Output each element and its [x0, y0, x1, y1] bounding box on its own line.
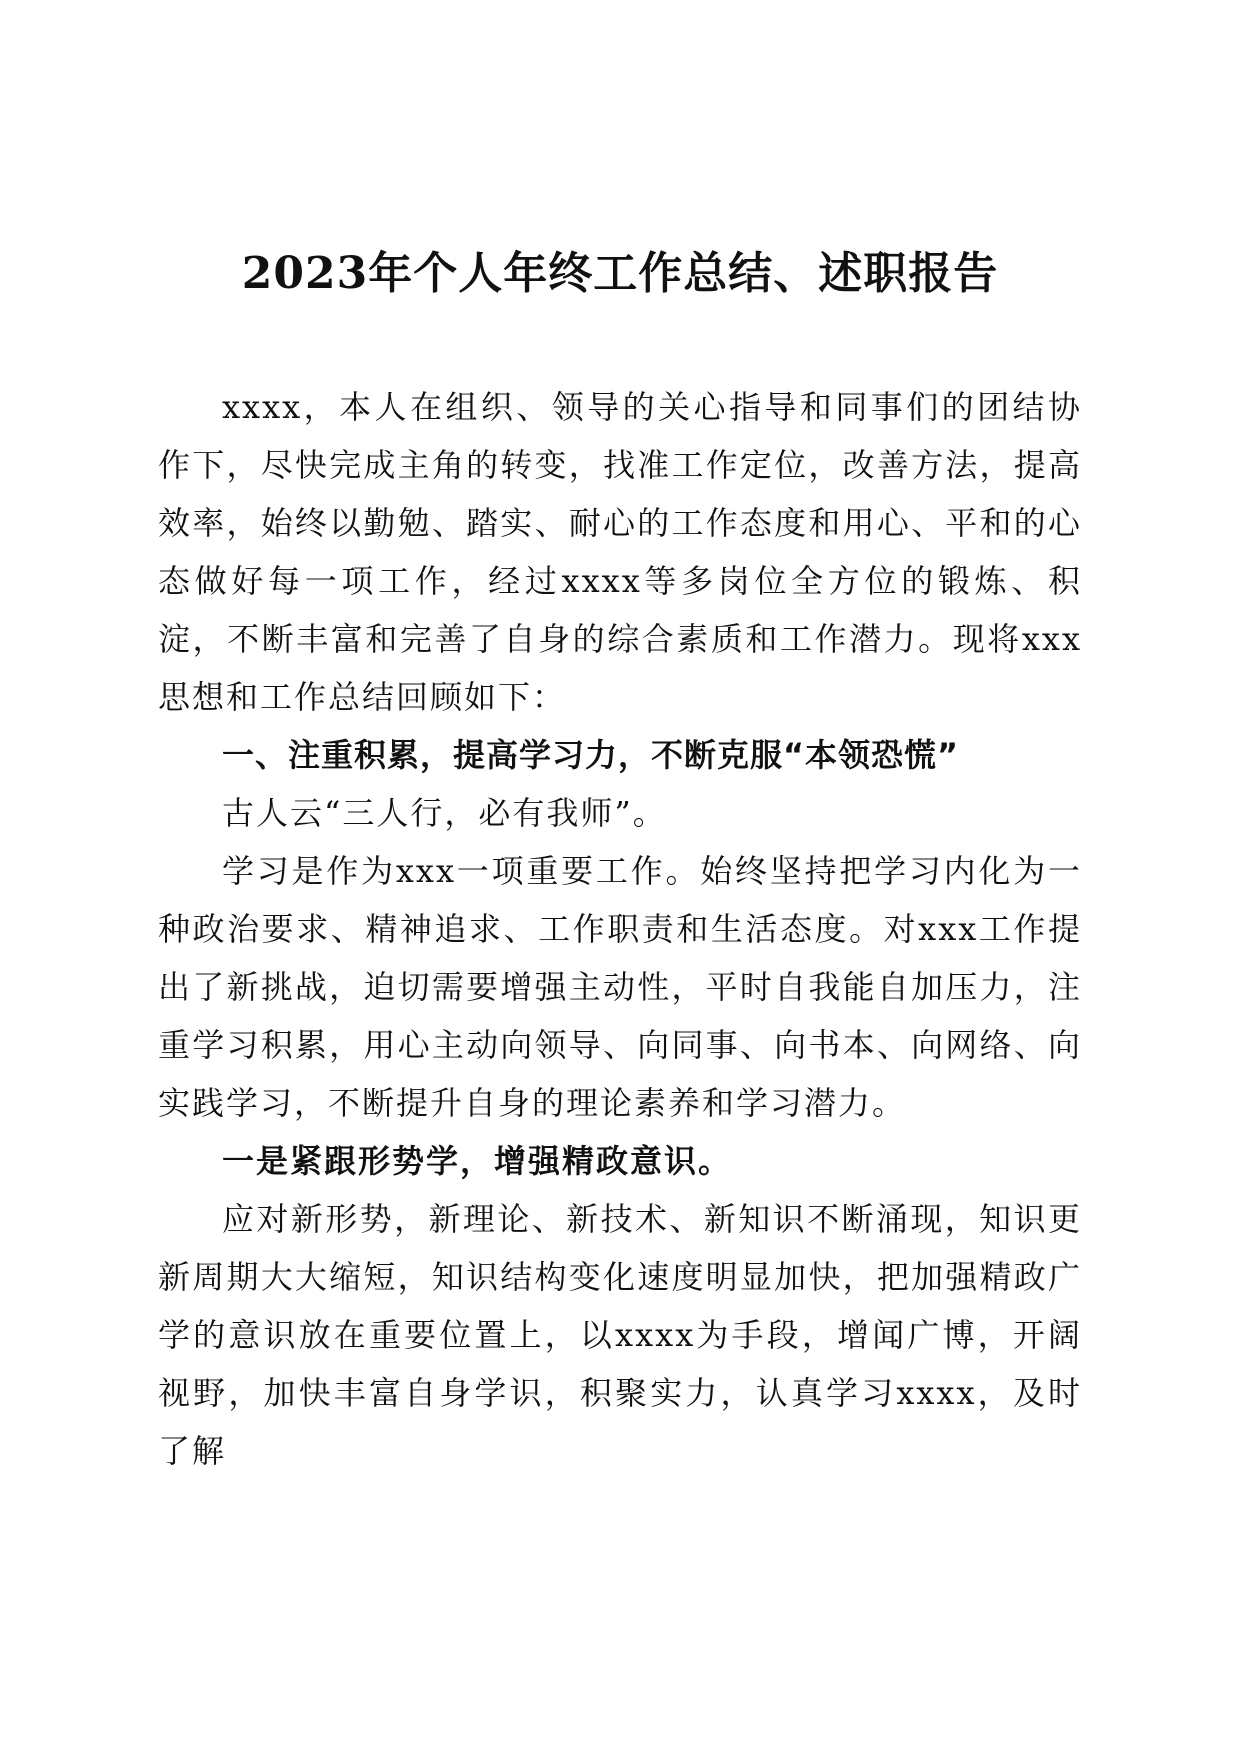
document-body [158, 378, 1082, 1480]
situation-paragraph: 应对新形势，新理论、新技术、新知识不断涌现，知识更新周期大大缩短，知识结构变化速度明显加快，把加强精政广学的意识放在重要位置上，以xxxx为手段，增闻广博，开阔视野，加快丰富自身学识，积聚实力，认真学习xxxx，及时了解 [158, 1200, 1082, 1470]
study-paragraph: 学习是作为xxx一项重要工作。始终坚持把学习内化为一种政治要求、精神追求、工作职责和生活态度。对xxx工作提出了新挑战，迫切需要增强主动性，平时自我能自加压力，注重学习积累，用心主动向领导、向同事、向书本、向网络、向实践学习，不断提升自身的理论素养和学习潜力。 [158, 852, 1082, 1122]
sub-heading-1: 一是紧跟形势学，增强精政意识。 [222, 1142, 733, 1180]
intro-paragraph: xxxx，本人在组织、领导的关心指导和同事们的团结协作下，尽快完成主角的转变，找准工作定位，改善方法，提高效率，始终以勤勉、踏实、耐心的工作态度和用心、平和的心态做好每一项工作，经过xxxx等多岗位全方位的锻炼、积淀，不断丰富和完善了自身的综合素质和工作潜力。现将xxx思想和工作总结回顾如下： [158, 388, 1082, 716]
quote-paragraph: 古人云“三人行，必有我师”。 [222, 794, 667, 832]
section-heading-1: 一、注重积累，提高学习力，不断克服“本领恐慌” [222, 736, 960, 774]
document-title: 2023年个人年终工作总结、述职报告 [241, 248, 999, 299]
